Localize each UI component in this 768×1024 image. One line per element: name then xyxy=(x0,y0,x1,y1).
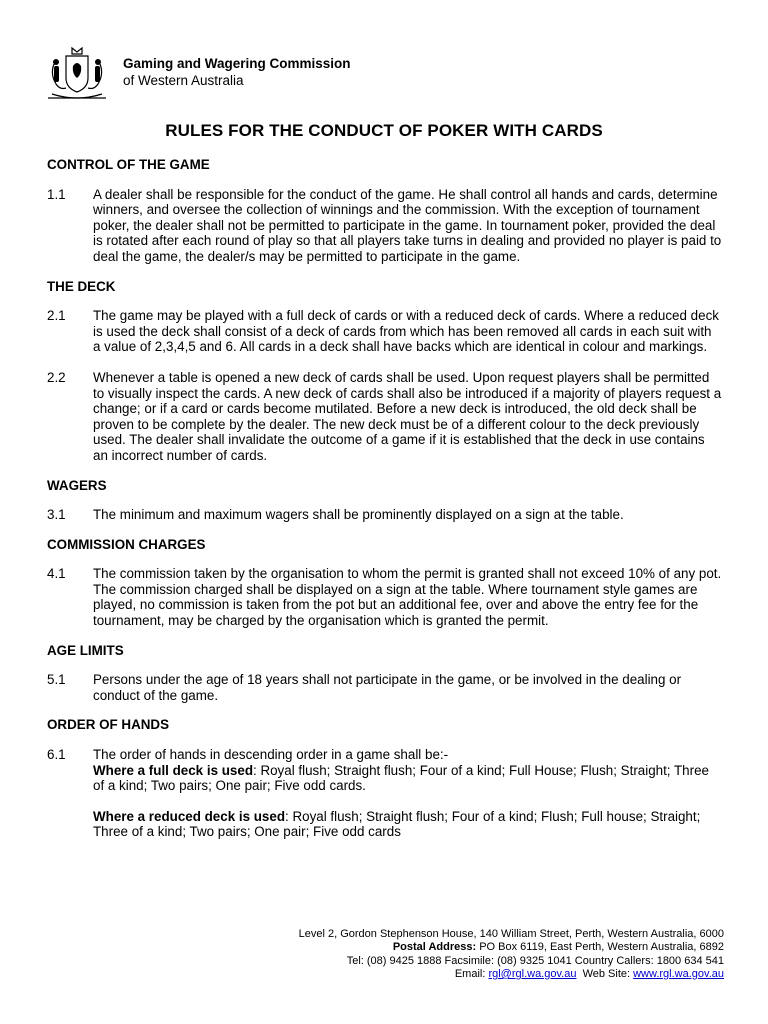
postal-text: PO Box 6119, East Perth, Western Australia, 6892 xyxy=(476,941,724,954)
letterhead xyxy=(46,44,446,102)
section-heading-age: AGE LIMITS xyxy=(47,642,124,658)
section-heading-commission: COMMISSION CHARGES xyxy=(47,536,206,552)
clause-6-1 xyxy=(47,747,722,840)
clause-1-1 xyxy=(47,187,722,265)
clause-text: A dealer shall be responsible for the conduct of the game. He shall control all hands and cards, determine winners, and oversee the collection of winnings and the commission. With the exception of tournament poker, the dealer shall not be permitted to participate in the game. In tournament poker, provided the deal is rotated after each round of play so that all players take turns in dealing and provided no player is paid to deal the game, the dealer/s may be permitted to participate in the game. xyxy=(93,186,722,264)
section-heading-hands: ORDER OF HANDS xyxy=(47,717,170,733)
clause-number: 3.1 xyxy=(47,507,66,523)
org-line-1: Gaming and Wagering Commission xyxy=(123,56,351,71)
clause-number: 1.1 xyxy=(47,186,66,202)
clause-2-1 xyxy=(47,308,722,355)
clause-text: The minimum and maximum wagers shall be prominently displayed on a sign at the table. xyxy=(93,507,624,523)
clause-number: 4.1 xyxy=(47,566,66,582)
clause-text: The commission taken by the organisation to whom the permit is granted shall not exceed 10% of any pot. The commission charged shall be displayed on a sign at the table. Where tournament style games are played, no commission is taken from the pot but an additional fee, over and above the entry fee for the tournament, may be charged by the organisation which is granted the permit. xyxy=(93,566,722,629)
section-heading-deck: THE DECK xyxy=(47,278,116,294)
clause-number: 2.2 xyxy=(47,369,66,385)
org-line-2: of Western Australia xyxy=(123,73,244,88)
full-deck-order xyxy=(93,763,722,794)
website-link[interactable]: www.rgl.wa.gov.au xyxy=(633,967,724,980)
full-deck-label: Where a full deck is used xyxy=(93,762,253,778)
page-title: RULES FOR THE CONDUCT OF POKER WITH CARDS xyxy=(165,121,603,140)
clause-text: Whenever a table is opened a new deck of cards shall be used. Upon request players shall be permitted to visually inspect the cards. A new deck of cards shall also be introduced if a majority of players request a change; or if a card or cards become mutilated. Before a new deck is introduced, the old deck shall be proven to be complete by the dealer. The new deck must be of a different colour to the deck previously used. The dealer shall invalidate the outcome of a game if it is established that the deck in use contains an incorrect number of cards. xyxy=(93,369,722,463)
document-body xyxy=(47,157,722,840)
footer-postal xyxy=(299,941,724,954)
footer-contact xyxy=(299,928,724,981)
clause-number: 5.1 xyxy=(47,672,66,688)
full-deck-text: : Royal flush; Straight flush; Four of a kind; Full House; Flush; Straight; Three of a kind; Two pairs; One pair; Five odd cards. xyxy=(93,762,709,794)
footer-phone: Tel: (08) 9425 1888 Facsimile: (08) 9325 1041 Country Callers: 1800 634 541 xyxy=(346,954,724,967)
web-label: Web Site: xyxy=(576,967,634,980)
section-heading-wagers: WAGERS xyxy=(47,477,107,493)
organisation-name xyxy=(123,55,351,89)
clause-number: 2.1 xyxy=(47,308,66,324)
footer-links xyxy=(299,968,724,981)
reduced-deck-label: Where a reduced deck is used xyxy=(93,808,286,824)
section-heading-control: CONTROL OF THE GAME xyxy=(47,157,210,172)
clause-text xyxy=(93,747,722,840)
clause-3-1 xyxy=(47,507,722,523)
postal-label: Postal Address: xyxy=(392,941,477,954)
clause-5-1 xyxy=(47,672,722,703)
clause-text: Persons under the age of 18 years shall not participate in the game, or be involved in the dealing or conduct of the game. xyxy=(93,672,682,703)
reduced-deck-order xyxy=(93,809,722,840)
email-link[interactable]: rgl@rgl.wa.gov.au xyxy=(488,967,577,980)
reduced-deck-text: : Royal flush; Straight flush; Four of a kind; Flush; Full house; Straight; Three of a kind; Two pairs; One pair; Five odd cards xyxy=(93,808,701,840)
clause-4-1 xyxy=(47,566,722,628)
footer-address: Level 2, Gordon Stephenson House, 140 William Street, Perth, Western Australia, 6000 xyxy=(298,928,724,940)
clause-2-2 xyxy=(47,370,722,464)
email-label: Email: xyxy=(454,967,489,980)
hands-intro: The order of hands in descending order in a game shall be:- xyxy=(93,747,449,763)
clause-text: The game may be played with a full deck of cards or with a reduced deck of cards. Where a reduced deck is used the deck shall consist of a deck of cards from which has been removed all cards in each suit with a value of 2,3,4,5 and 6. All cards in a deck shall have backs which are identical in colour and markings. xyxy=(93,308,719,355)
coat-of-arms-icon xyxy=(46,44,108,102)
clause-number: 6.1 xyxy=(47,747,66,763)
